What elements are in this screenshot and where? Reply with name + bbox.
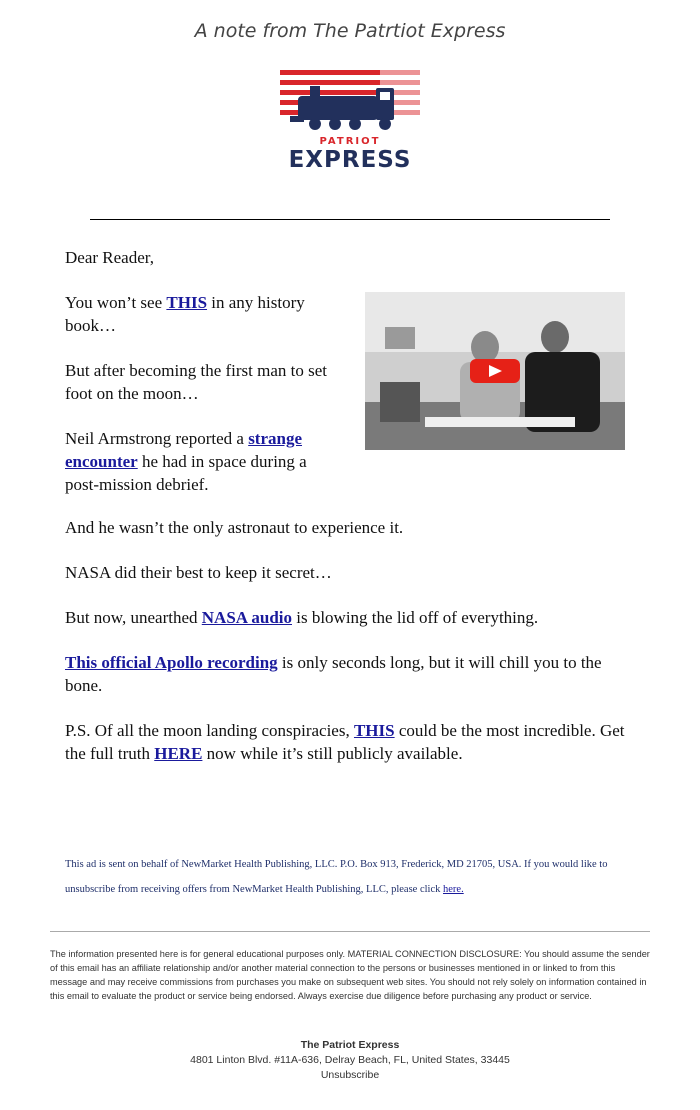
footer (0, 1038, 700, 1083)
footer-address: 4801 Linton Blvd. #11A-636, Delray Beach, FL, United States, 33445 (190, 1054, 510, 1066)
logo-top-word: PATRIOT (319, 136, 381, 147)
strange-encounter-link[interactable]: strange encounter (65, 429, 303, 471)
footer-brand: The Patriot Express (300, 1039, 400, 1051)
header-divider (90, 219, 610, 220)
header-title: A note from The Patrtiot Express (194, 20, 506, 42)
video-thumbnail[interactable] (365, 292, 625, 450)
nasa-audio-link[interactable]: NASA audio (201, 608, 292, 627)
here-link[interactable]: HERE (154, 744, 203, 763)
sender-notice: This ad is sent on behalf of NewMarket Health Publishing, LLC. P.O. Box 913, Frederick, MD 21705, USA. If you would like to unsubscribe from receiving offers from NewMarket Health Publishing, LLC, please click here. (65, 859, 608, 895)
apollo-recording-link[interactable]: This official Apollo recording (65, 653, 278, 672)
postscript: P.S. Of all the moon landing conspiracies, THIS could be the most incredible. Get the full truth HERE now while it’s still publicly available. (65, 721, 625, 763)
this-link[interactable]: THIS (166, 293, 208, 312)
paragraph-7: This official Apollo recording is only seconds long, but it will chill you to the bone. (65, 653, 602, 695)
paragraph-2: But after becoming the first man to set foot on the moon… (65, 361, 328, 403)
paragraph-6: But now, unearthed NASA audio is blowing the lid off of everything. (65, 608, 539, 627)
greeting: Dear Reader, (65, 248, 154, 267)
logo-bottom-word: EXPRESS (288, 147, 412, 171)
unsubscribe-here-link[interactable]: here. (443, 884, 464, 895)
paragraph-1: You won’t see THIS in any history book… (65, 293, 305, 335)
patriot-express-logo[interactable] (280, 66, 420, 171)
footer-divider (50, 931, 650, 932)
play-button[interactable] (470, 359, 520, 383)
paragraph-3: Neil Armstrong reported a strange encounter he had in space during a post-mission debrief. (65, 429, 307, 494)
paragraph-5: NASA did their best to keep it secret… (65, 563, 332, 582)
unsubscribe-link[interactable]: Unsubscribe (320, 1069, 380, 1081)
ps-this-link[interactable]: THIS (353, 721, 395, 740)
disclaimer: The information presented here is for general educational purposes only. MATERIAL CONNECTION DISCLOSURE: You should assume the sender of this email has an affiliate relationship and/or another material connection to the persons or businesses mentioned in or linked to from this message and may receive commissions from purchases you make on subsequent web sites. You should not rely solely on information contained in this email to evaluate the product or service being endorsed. Always exercise due diligence before purchasing any product or service. (50, 949, 650, 1001)
paragraph-4: And he wasn’t the only astronaut to experience it. (65, 518, 404, 537)
